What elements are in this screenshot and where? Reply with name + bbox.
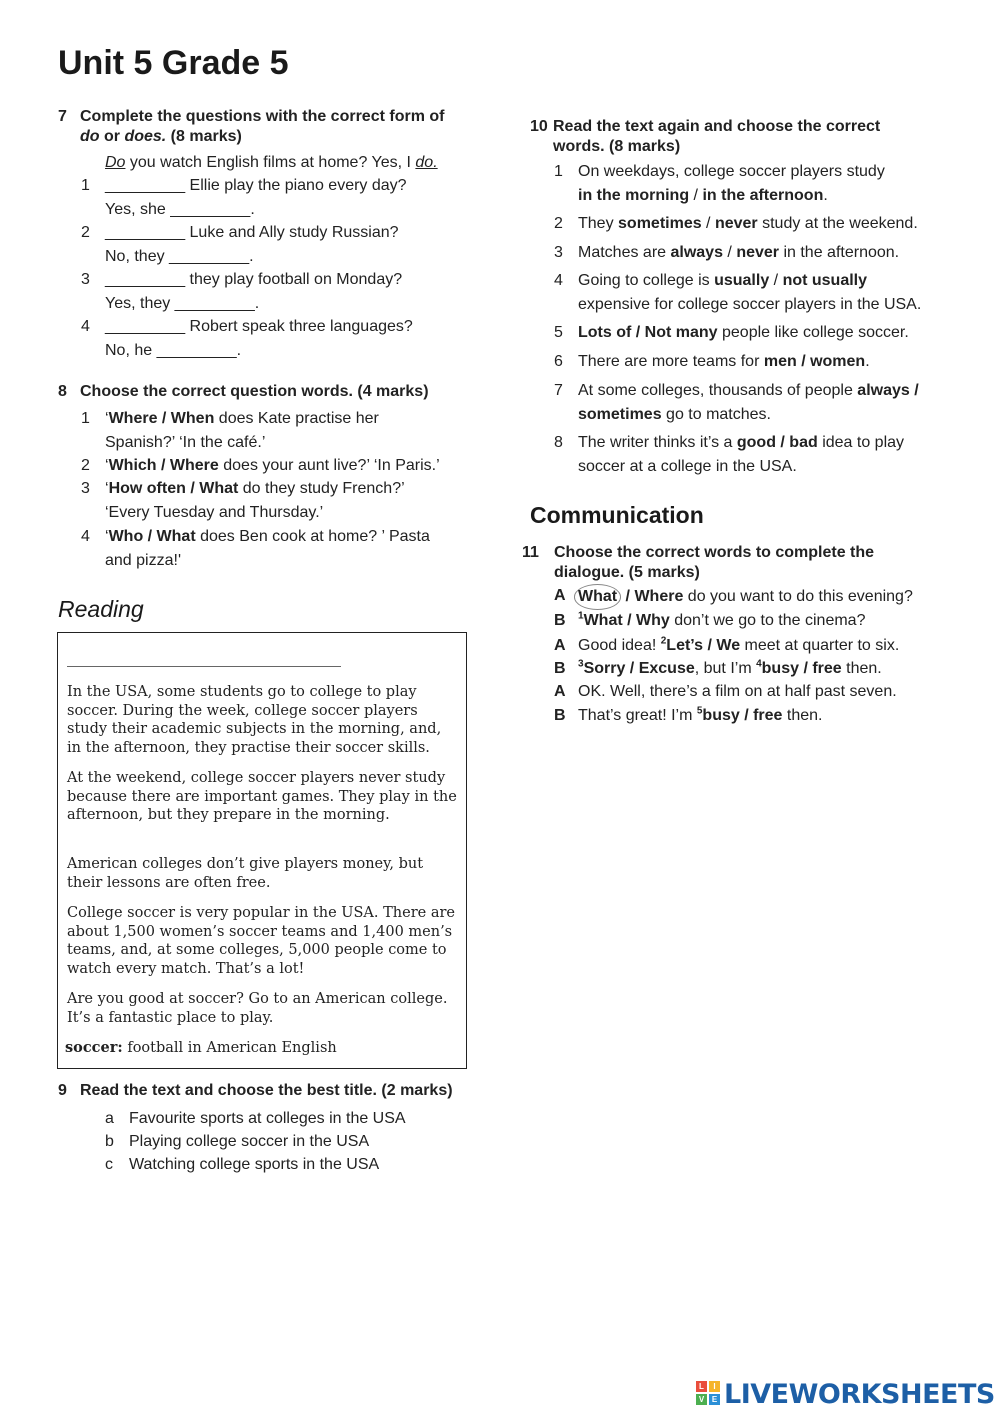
q8-heading: 8 Choose the correct question words. (4 marks)	[58, 382, 478, 404]
q10-item: 3 Matches are always / never in the afternoon.	[554, 244, 900, 261]
dialogue-line: A What / Where do you want to do this evening?	[554, 584, 974, 608]
q7-item: 4 _________ Robert speak three languages? No, he _________.	[81, 318, 413, 359]
q9-option: c Watching college sports in the USA	[105, 1156, 380, 1173]
q7-example: Do you watch English films at home? Yes, I do.	[105, 154, 438, 171]
q8-item: 3 ‘How often / What do they study French?’ ‘Every Tuesday and Thursday.’	[81, 480, 405, 521]
q10-item: 1 On weekdays, college soccer players study in the morning / in the afternoon.	[554, 163, 885, 204]
reading-paragraph: In the USA, some students go to college to play soccer. During the week, college soccer players study their academic subjects in the morning, and, in the afternoon, they practise their soccer skills.	[67, 684, 442, 756]
q7-item: 3 _________ they play football on Monday? Yes, they _________.	[81, 271, 403, 312]
dialogue-line: B $^3$Sorry / Excuse, but I’m $^4$busy / free then.	[554, 658, 882, 677]
circled-answer: What	[574, 584, 621, 610]
q7-item: 2 _________ Luke and Ally study Russian? No, they _________.	[81, 224, 399, 265]
q11-heading: 11 Choose the correct words to complete the dialogue. (5 marks)	[522, 544, 875, 581]
q7-number: 7	[58, 108, 67, 125]
reading-paragraph: College soccer is very popular in the USA. There are about 1,500 women’s soccer teams and 1,400 men’s teams, and, at some colleges, 5,000 people come to watch every match. That’s a lot!	[67, 905, 455, 977]
q10-item: 7 At some colleges, thousands of people always / sometimes go to matches.	[554, 382, 919, 423]
logo-mark-icon: L I V E	[696, 1381, 722, 1407]
reading-paragraph: At the weekend, college soccer players never study because there are important games. They play in the afternoon, but they prepare in the morning.	[67, 770, 457, 823]
q7-item: 1 _________ Ellie play the piano every day? Yes, she _________.	[81, 177, 407, 218]
liveworksheets-logo	[696, 1377, 995, 1411]
glossary-note: soccer: football in American English	[65, 1039, 337, 1056]
logo-wordmark: LIVEWORKSHEETS	[724, 1378, 995, 1410]
dialogue-line: B That’s great! I’m $^5$busy / free then.	[554, 705, 823, 724]
q10-item: 4 Going to college is usually / not usually expensive for college soccer players in the USA.	[554, 272, 922, 313]
q10-instruction: Read the text again and choose the correct	[553, 118, 881, 135]
reading-heading: Reading	[58, 596, 144, 622]
title-blank-line	[67, 666, 341, 667]
page-title: Unit 5 Grade 5	[58, 44, 289, 82]
q10-item: 5 Lots of / Not many people like college soccer.	[554, 324, 909, 341]
q10-item: 6 There are more teams for men / women.	[554, 353, 870, 370]
dialogue-line: B $^1$What / Why don’t we go to the cinema?	[554, 610, 866, 629]
dialogue-line: A OK. Well, there’s a film on at half past seven.	[554, 683, 897, 700]
q9-option: a Favourite sports at colleges in the USA	[105, 1110, 406, 1127]
q7-heading: 7 Complete the questions with the correct form of do or does. (8 marks)	[58, 108, 445, 145]
q10-heading: 10 Read the text again and choose the correct words. (8 marks)	[530, 118, 881, 155]
reading-paragraph: Are you good at soccer? Go to an American college. It’s a fantastic place to play.	[67, 991, 448, 1026]
reading-paragraph: American colleges don’t give players money, but their lessons are often free.	[67, 856, 424, 891]
reading-text-box	[57, 632, 467, 1069]
q9-heading: 9 Read the text and choose the best title. (2 marks)	[58, 1081, 478, 1103]
q9-option: b Playing college soccer in the USA	[105, 1133, 370, 1150]
communication-heading: Communication	[530, 502, 704, 528]
q11-instruction: Choose the correct words to complete the	[554, 544, 875, 561]
q7-instruction: Complete the questions with the correct form of	[80, 108, 445, 125]
dialogue-line: A Good idea! $^2$Let’s / We meet at quarter to six.	[554, 635, 900, 654]
q10-item: 8 The writer thinks it’s a good / bad idea to play soccer at a college in the USA.	[554, 434, 905, 475]
q10-item: 2 They sometimes / never study at the weekend.	[554, 215, 918, 232]
example-answer-do: Do	[105, 154, 126, 171]
q8-item: 2 ‘Which / Where does your aunt live?’ ‘In Paris.’	[81, 457, 440, 474]
q8-item: 4 ‘Who / What does Ben cook at home? ’ Pasta and pizza!'	[81, 528, 430, 569]
q8-item: 1 ‘Where / When does Kate practise her Spanish?’ ‘In the café.’	[81, 410, 379, 451]
q8-instruction: Choose the correct question words. (4 marks)	[80, 383, 429, 400]
q9-instruction: Read the text and choose the best title. (2 marks)	[80, 1082, 453, 1099]
